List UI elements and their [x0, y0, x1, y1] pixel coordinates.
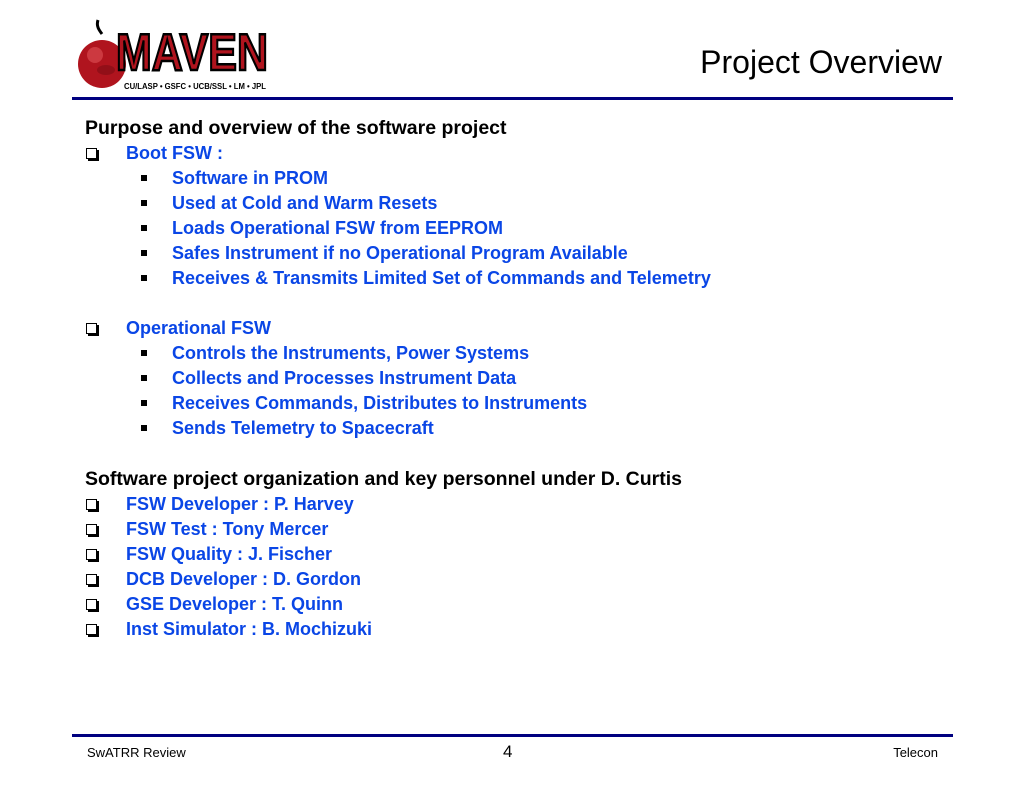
square-bullet-icon — [141, 275, 147, 281]
sub-list-item — [85, 266, 945, 291]
sub-list-item-label: Receives Commands, Distributes to Instruments — [172, 393, 588, 413]
checkbox-bullet-icon — [86, 148, 97, 159]
sub-list-item — [85, 391, 945, 416]
square-bullet-icon — [141, 200, 147, 206]
checkbox-bullet-icon — [86, 549, 97, 560]
list-item-label: Operational FSW — [126, 318, 272, 338]
personnel-label: GSE Developer : T. Quinn — [126, 594, 344, 614]
sub-list-item-label: Safes Instrument if no Operational Program Available — [172, 243, 628, 263]
square-bullet-icon — [141, 175, 147, 181]
list-item-label: Boot FSW : — [126, 143, 223, 163]
square-bullet-icon — [141, 425, 147, 431]
sub-list-item — [85, 166, 945, 191]
spacer — [85, 291, 945, 316]
page-title: Project Overview — [700, 44, 942, 80]
checkbox-bullet-icon — [86, 599, 97, 610]
footer-divider — [72, 734, 953, 737]
footer-right-text: Telecon — [893, 745, 938, 760]
sub-list-item — [85, 191, 945, 216]
personnel-item — [85, 542, 945, 567]
square-bullet-icon — [141, 400, 147, 406]
spacer — [85, 441, 945, 467]
section-heading-purpose: Purpose and overview of the software project — [85, 117, 507, 139]
personnel-label: FSW Quality : J. Fischer — [126, 544, 333, 564]
sub-list-item-label: Software in PROM — [172, 168, 329, 188]
header-divider — [72, 97, 953, 100]
sub-list-item-label: Used at Cold and Warm Resets — [172, 193, 438, 213]
sub-list-item — [85, 341, 945, 366]
page-number: 4 — [503, 742, 513, 761]
sub-list-item — [85, 416, 945, 441]
square-bullet-icon — [141, 350, 147, 356]
footer-left-text: SwATRR Review — [87, 745, 186, 760]
checkbox-bullet-icon — [86, 323, 97, 334]
sub-list-item-label: Sends Telemetry to Spacecraft — [172, 418, 434, 438]
maven-logo — [76, 18, 276, 96]
sub-list-item — [85, 216, 945, 241]
personnel-item — [85, 592, 945, 617]
square-bullet-icon — [141, 250, 147, 256]
sub-list-item — [85, 241, 945, 266]
sub-list-item-label: Controls the Instruments, Power Systems — [172, 343, 530, 363]
personnel-label: FSW Developer : P. Harvey — [126, 494, 354, 514]
personnel-label: Inst Simulator : B. Mochizuki — [126, 619, 373, 639]
slide-content — [85, 116, 945, 642]
list-item-operational-fsw — [85, 316, 945, 341]
logo-wordmark: MAVEN — [116, 24, 268, 82]
section-heading-organization: Software project organization and key personnel under D. Curtis — [85, 468, 683, 490]
sub-list-item-label: Loads Operational FSW from EEPROM — [172, 218, 504, 238]
personnel-item — [85, 617, 945, 642]
square-bullet-icon — [141, 225, 147, 231]
checkbox-bullet-icon — [86, 574, 97, 585]
personnel-label: FSW Test : Tony Mercer — [126, 519, 329, 539]
personnel-item — [85, 517, 945, 542]
square-bullet-icon — [141, 375, 147, 381]
list-item-boot-fsw — [85, 141, 945, 166]
personnel-item — [85, 567, 945, 592]
checkbox-bullet-icon — [86, 499, 97, 510]
sub-list-item — [85, 366, 945, 391]
checkbox-bullet-icon — [86, 624, 97, 635]
personnel-label: DCB Developer : D. Gordon — [126, 569, 362, 589]
personnel-item — [85, 492, 945, 517]
sub-list-item-label: Collects and Processes Instrument Data — [172, 368, 517, 388]
checkbox-bullet-icon — [86, 524, 97, 535]
logo-subtext: CU/LASP • GSFC • UCB/SSL • LM • JPL — [124, 82, 267, 91]
sub-list-item-label: Receives & Transmits Limited Set of Commands and Telemetry — [172, 268, 711, 288]
